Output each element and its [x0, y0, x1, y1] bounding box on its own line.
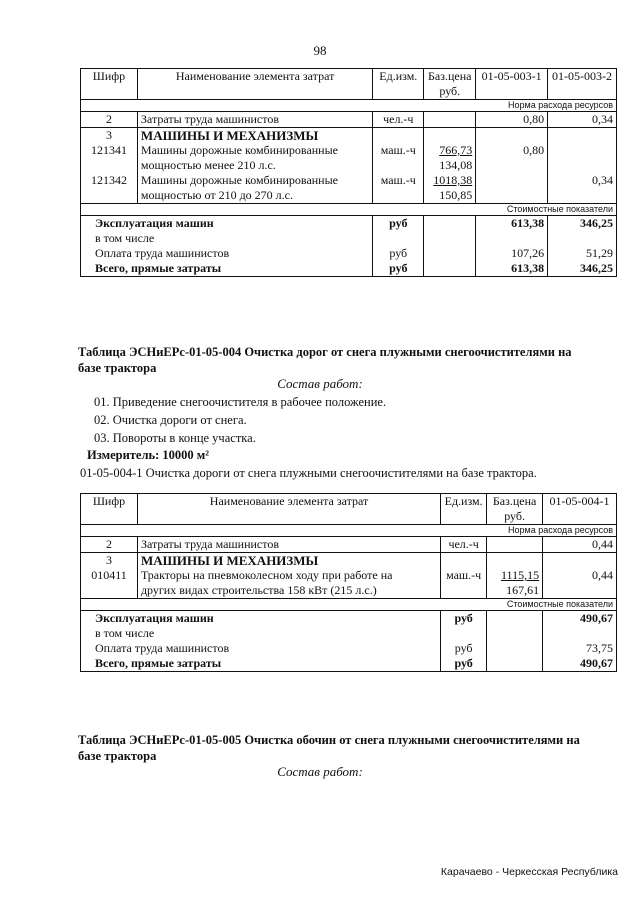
work-item: 02. Очистка дороги от снега. [94, 413, 247, 427]
table-title-005: Таблица ЭСНиЕРс-01-05-005 Очистка обочин от снега плужными снегоочистителями на базе трактора [78, 733, 580, 763]
cost-label: Стоимостные показатели [81, 204, 617, 216]
cost-row [81, 246, 617, 261]
cost-name: в том числе [81, 231, 373, 246]
page-number: 98 [313, 43, 327, 58]
cell-price: 1018,38 150,85 [424, 173, 476, 204]
table-row [81, 568, 617, 599]
cell-name: Затраты труда машинистов [137, 537, 440, 553]
header-code: Шифр [81, 69, 138, 100]
norm-label: Норма расхода ресурсов [81, 100, 617, 112]
cell-value-1: 0,80 [476, 143, 548, 173]
header-code: Шифр [81, 494, 138, 525]
cost-value-1: 490,67 [543, 656, 617, 672]
cost-row [81, 261, 617, 277]
cost-row [81, 611, 617, 627]
table-row [81, 173, 617, 204]
cost-name: в том числе [81, 626, 441, 641]
norm-label: Норма расхода ресурсов [81, 525, 617, 537]
cost-name: Оплата труда машинистов [81, 246, 373, 261]
table-row [81, 537, 617, 553]
cell-unit: маш.-ч [441, 568, 487, 599]
header-name: Наименование элемента затрат [137, 494, 440, 525]
header-unit: Ед.изм. [373, 69, 424, 100]
cost-row [81, 231, 617, 246]
cost-unit: руб [373, 246, 424, 261]
cost-name: Эксплуатация машин [81, 611, 441, 627]
cell-unit: чел.-ч [441, 537, 487, 553]
cell-code: 3 [81, 128, 138, 144]
header-price: Баз.цена руб. [487, 494, 543, 525]
works-heading: Состав работ: [277, 376, 363, 391]
resource-table-1 [80, 68, 617, 277]
cell-code: 121342 [81, 173, 138, 204]
cost-name: Всего, прямые затраты [81, 261, 373, 277]
cost-unit: руб [373, 216, 424, 232]
cell-code: 010411 [81, 568, 138, 599]
cost-value-1: 613,38 [476, 216, 548, 232]
cell-code: 2 [81, 112, 138, 128]
header-price: Баз.цена руб. [424, 69, 476, 100]
cell-value-1 [476, 173, 548, 204]
cell-value-2 [548, 143, 617, 173]
header-unit: Ед.изм. [441, 494, 487, 525]
cell-code: 121341 [81, 143, 138, 173]
table-row [81, 112, 617, 128]
item-description: 01-05-004-1 Очистка дороги от снега плужными снегоочистителями на базе трактора. [80, 466, 537, 480]
cell-price [424, 112, 476, 128]
cell-value-1: 0,44 [543, 568, 617, 599]
norm-label-row [81, 525, 617, 537]
header-col-1: 01-05-003-1 [476, 69, 548, 100]
cost-label: Стоимостные показатели [81, 599, 617, 611]
cell-name: Машины дорожные комбинированные мощностью менее 210 л.с. [137, 143, 372, 173]
cost-name: Эксплуатация машин [81, 216, 373, 232]
table-row [81, 128, 617, 144]
cost-row [81, 626, 617, 641]
cost-value-1: 613,38 [476, 261, 548, 277]
measure-unit: Измеритель: 10000 м² [87, 448, 210, 462]
cost-value-1: 107,26 [476, 246, 548, 261]
table-row [81, 143, 617, 173]
cell-unit: чел.-ч [373, 112, 424, 128]
cost-name: Всего, прямые затраты [81, 656, 441, 672]
cell-price: 766,73 134,08 [424, 143, 476, 173]
cost-unit: руб [373, 261, 424, 277]
cost-value-2: 346,25 [548, 261, 617, 277]
cost-value-1: 490,67 [543, 611, 617, 627]
cell-unit: маш.-ч [373, 173, 424, 204]
cost-label-row [81, 599, 617, 611]
cost-row [81, 656, 617, 672]
norm-label-row [81, 100, 617, 112]
footer-region: Карачаево - Черкесская Республика [440, 866, 618, 878]
cell-code: 3 [81, 553, 138, 569]
cell-name: Тракторы на пневмоколесном ходу при работе на других видах строительства 158 кВт (215 л.с.) [137, 568, 440, 599]
cell-code: 2 [81, 537, 138, 553]
cost-row [81, 641, 617, 656]
works-heading: Состав работ: [277, 764, 363, 779]
cell-name: Машины дорожные комбинированные мощностью от 210 до 270 л.с. [137, 173, 372, 204]
cell-unit: маш.-ч [373, 143, 424, 173]
table-title-004: Таблица ЭСНиЕРс-01-05-004 Очистка дорог от снега плужными снегоочистителями на базе трактора [78, 345, 572, 375]
cell-price: 1115,15 167,61 [487, 568, 543, 599]
cost-value-1: 73,75 [543, 641, 617, 656]
cost-value-2: 346,25 [548, 216, 617, 232]
work-item: 03. Повороты в конце участка. [94, 431, 256, 445]
cost-name: Оплата труда машинистов [81, 641, 441, 656]
cell-value-1: 0,80 [476, 112, 548, 128]
work-item: 01. Приведение снегоочистителя в рабочее положение. [94, 395, 387, 409]
header-col-1: 01-05-004-1 [543, 494, 617, 525]
cell-value-2: 0,34 [548, 112, 617, 128]
table-row [81, 553, 617, 569]
cell-value-2: 0,34 [548, 173, 617, 204]
cost-unit: руб [441, 611, 487, 627]
cost-row [81, 216, 617, 232]
cost-unit: руб [441, 656, 487, 672]
cost-unit: руб [441, 641, 487, 656]
table-header-row [81, 494, 617, 525]
header-name: Наименование элемента затрат [137, 69, 372, 100]
cost-label-row [81, 204, 617, 216]
cell-section-name: МАШИНЫ И МЕХАНИЗМЫ [137, 128, 372, 144]
cell-price [487, 537, 543, 553]
header-col-2: 01-05-003-2 [548, 69, 617, 100]
cost-value-2: 51,29 [548, 246, 617, 261]
table-header-row [81, 69, 617, 100]
cell-value-1: 0,44 [543, 537, 617, 553]
resource-table-2 [80, 493, 617, 672]
cell-name: Затраты труда машинистов [137, 112, 372, 128]
cell-section-name: МАШИНЫ И МЕХАНИЗМЫ [137, 553, 440, 569]
